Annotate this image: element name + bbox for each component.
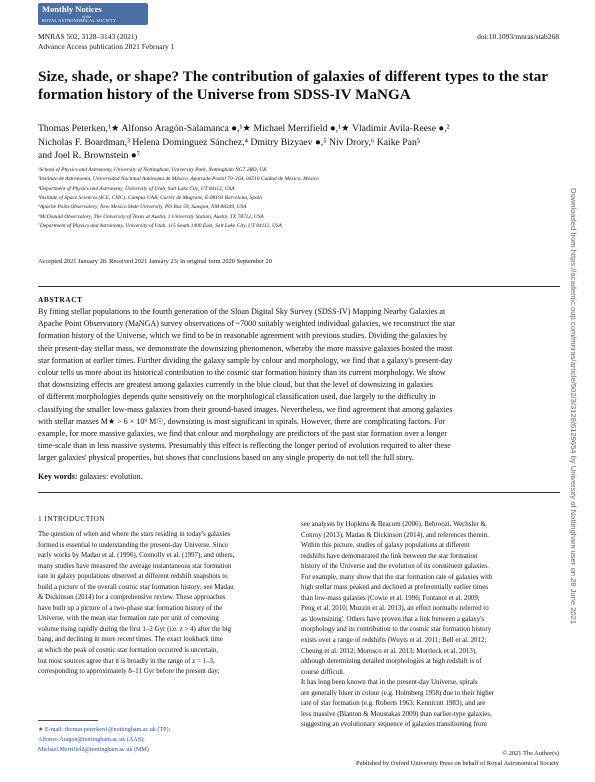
body-line: see analyses by Hopkins & Beacom (2006), Behroozi, Wechsler & — [301, 520, 486, 528]
abstract-line: By fitting stellar populations to the fourth generation of the Sloan Digital Sky Survey (SDSS-IV) Mapping Nearby Galaxies at — [38, 307, 446, 316]
author-list — [38, 122, 558, 163]
divider — [38, 286, 560, 287]
body-line: exists over a range of redshifts (Wuyts et al. 2011; Bell et al. 2012; — [301, 636, 487, 645]
affiliations — [38, 166, 558, 231]
body-line: early works by Madau et al. (1996), Connolly et al. (1997), and others, — [38, 551, 235, 560]
abstract-line: larger galaxies' physical properties, but shows that conclusions based on any single property do not tell the full story. — [38, 453, 414, 463]
abstract-line: example, for more massive galaxies, we find that colour and morphology are predictors of the past star formation over a longer — [38, 429, 447, 439]
body-line: history of the Universe and the evolution of its constituent galaxies. — [301, 562, 489, 571]
section-heading: 1 INTRODUCTION — [38, 514, 105, 523]
footnote-email[interactable]: Michael.Merrifield@nottingham.ac.uk (MM) — [38, 747, 149, 753]
download-note: Downloaded from https://academic.oup.com/mnras/article/502/3/3128/6129654 by University of Nottingham user on 28 June 2021 — [569, 188, 578, 625]
footnote-email[interactable]: Alfonso.Aragon@nottingham.ac.uk (AAS); — [38, 737, 145, 743]
logo-line1: Monthly Notices — [42, 4, 102, 14]
column-left — [38, 529, 290, 677]
affiliation: ⁵Apache Point Observatory, New Mexico State University, PO Box 59, Sunspot, NM 88349, USA — [38, 204, 247, 211]
advance-access: Advance Access publication 2021 February 1 — [38, 42, 175, 51]
body-line: morphology and its contribution to the cosmic star formation history — [301, 625, 492, 634]
abstract-line: their present-day stellar mass, we demonstrate the downsizing phenomenon, whereby the more massive galaxies hosted the most — [38, 343, 453, 353]
citation: MNRAS 502, 3128–3143 (2021) — [38, 32, 138, 41]
body-line: corresponding to approximately 8–11 Gyr before the present day; — [38, 667, 220, 676]
journal-logo — [38, 3, 148, 25]
body-line: For example, many show that the star formation rate of galaxies with — [301, 572, 493, 581]
body-line: Conroy (2013), Madau & Dickinson (2014), and references therein. — [301, 530, 489, 539]
affiliation: ⁷Department of Physics and Astronomy, University of Utah, 115 South 1400 East, Salt Lake City, UT 84112, USA — [38, 223, 282, 230]
abstract-line: that downsizing effects are greatest among galaxies currently in the blue cloud, but that the level of downsizing in galaxies — [38, 380, 433, 390]
body-line: rate in galaxy populations observed at different redshift snapshots to — [38, 572, 228, 581]
body-line: although determining detailed morphologies at high redshift is of — [301, 657, 482, 666]
footnote-email[interactable]: ★ E-mail: thomas.peterken1@nottingham.ac.uk (TP); — [38, 727, 171, 733]
author-line: Nicholas F. Boardman,³ Helena Domínguez Sánchez,⁴ Dmitry Bizyaev ●,⁵ Niv Drory,⁶ Kaike Pan⁵ — [38, 136, 421, 148]
body-line: have built up a picture of a two-phase star formation history of the — [38, 603, 223, 612]
body-line: less massive (Blanton & Moustakas 2009) than earlier-type galaxies, — [301, 709, 492, 718]
abstract-line: Apache Point Observatory (MaNGA) survey observations of ~7000 suitably weighted individual galaxies, we reconstruct the star — [38, 319, 455, 329]
abstract-heading: ABSTRACT — [38, 295, 83, 304]
paper-title: Size, shade, or shape? The contribution of galaxies of different types to the star formation history of the Universe from SDSS-IV MaNGA — [38, 68, 548, 103]
body-line: as 'downsizing'. Others have proven that a link between a galaxy's — [301, 614, 485, 623]
divider — [38, 492, 560, 493]
body-line: at which the peak of cosmic star formation occurred is uncertain, — [38, 646, 219, 655]
keywords — [38, 472, 143, 481]
affiliation: ³Department of Physics and Astronomy, University of Utah, Salt Lake City, UT 84112, USA — [38, 185, 235, 192]
abstract-line: formation history of the Universe, which we find to be in reasonable agreement with previous studies. Dividing the galaxies by — [38, 331, 448, 341]
body-line: The question of when and where the stars residing in today's galaxies — [38, 530, 231, 538]
accepted-dates: Accepted 2021 January 28. Received 2021 January 23; in original form 2020 September 20 — [38, 258, 272, 265]
download-watermark — [566, 188, 580, 688]
author-line: Thomas Peterken,¹★ Alfonso Aragón-Salamanca ●,¹★ Michael Merrifield ●,¹★ Vladimir Avila-Reese ●,² — [38, 123, 450, 134]
column-right — [301, 519, 559, 730]
body-line: Cheung et al. 2012; Morosco et al. 2013; Mortlock et al. 2013), — [301, 646, 477, 655]
abstract-line: colour tells us more about its historical contribution to the cosmic star formation history than its current morphology. We show — [38, 368, 446, 378]
body-line: course difficult. — [301, 667, 345, 676]
doi[interactable]: doi:10.1093/mnras/stab268 — [477, 32, 559, 41]
body-line: are generally bluer in colour (e.g. Holmberg 1958) due to their higher — [301, 688, 495, 697]
body-line: bang, and declining in more recent times. The exact lookback time — [38, 635, 223, 644]
body-line: than low-mass galaxies (Cowie et al. 1996; Fontanot et al. 2009; — [301, 593, 480, 602]
publisher: Published by Oxford University Press on behalf of Royal Astronomical Society — [355, 760, 559, 767]
logo-line3: ROYAL ASTRONOMICAL SOCIETY — [42, 18, 117, 23]
keywords-value: galaxies: evolution. — [79, 472, 143, 481]
abstract-body — [38, 306, 560, 465]
body-line: many studies have measured the average instantaneous star formation — [38, 561, 232, 570]
footnotes — [38, 725, 290, 755]
author-line: and Joel R. Brownstein ●⁷ — [38, 150, 141, 161]
affiliation: ⁴Institute of Space Sciences (ICE, CSIC), Campus UAB, Carrer de Magrans, E-08193 Barcelona, Spain — [38, 195, 262, 202]
keywords-label: Key words: — [38, 472, 78, 481]
abstract-line: time-scale than in less massive systems. Presumably this effect is reflecting the longer period of evolution required to alter these — [38, 441, 451, 451]
abstract-line: star formation at earlier times. Further dividing the galaxy sample by colour and morphology, we find that a galaxy's present-day — [38, 355, 453, 365]
body-line: Within this picture, studies of galaxy populations at different — [301, 541, 470, 550]
body-line: suggesting an evolutionary sequence of galaxies transitioning from — [301, 720, 487, 729]
body-line: volume rising rapidly during the first 1–2 Gyr (i.e. z > 4) after the big — [38, 624, 232, 633]
body-line: rate of star formation (e.g. Roberts 1963; Kennicutt 1983), and are — [301, 699, 486, 708]
affiliation: ¹School of Physics and Astronomy, University of Nottingham, University Park, Nottingham NG7 2RD, UK — [38, 167, 267, 173]
body-line: but most sources agree that it is broadly in the range of z = 1–3, — [38, 656, 215, 665]
body-line: It has long been known that in the present-day Universe, spirals — [301, 678, 478, 687]
body-line: redshifts have demonstrated the link between the star formation — [301, 551, 478, 560]
affiliation: ⁶McDonald Observatory, The University of Texas at Austin, 1 University Station, Austin, TX 78712, USA — [38, 213, 264, 220]
copyright: © 2021 The Author(s) — [502, 750, 559, 757]
body-line: build a picture of the overall cosmic star formation history; see Madau — [38, 582, 234, 591]
body-line: & Dickinson (2014) for a comprehensive review. These approaches — [38, 593, 226, 602]
body-line: formed is essential to understanding the present-day Universe. Since — [38, 540, 229, 549]
footnote-rule — [38, 720, 98, 721]
body-line: high stellar mass peaked and declined at preferentially earlier times — [301, 583, 489, 592]
body-line: Peng et al. 2010; Muzzin et al. 2013), an effect normally referred to — [301, 604, 489, 613]
abstract-line: of different morphologies depends quite sensitively on the morphological classification used, due largely to the difficulty in — [38, 392, 436, 402]
logo-line2: of the — [82, 14, 91, 19]
body-line: Universe, with the mean star formation rate per unit of comoving — [38, 614, 219, 623]
abstract-line: classifying the smaller low-mass galaxies from their ground-based images. Nevertheless, we find agreement that among galaxies — [38, 404, 453, 414]
abstract-line: with stellar masses M★ > 6 × 10⁹ M☉, downsizing is most significant in spirals. However, there are complicating factors. For — [38, 416, 446, 426]
affiliation: ²Instituto de Astronomía, Universidad Nacional Autónoma de México, Apartado Postal 70–264, 04510 Cuidad de México, Mexico — [38, 176, 319, 183]
